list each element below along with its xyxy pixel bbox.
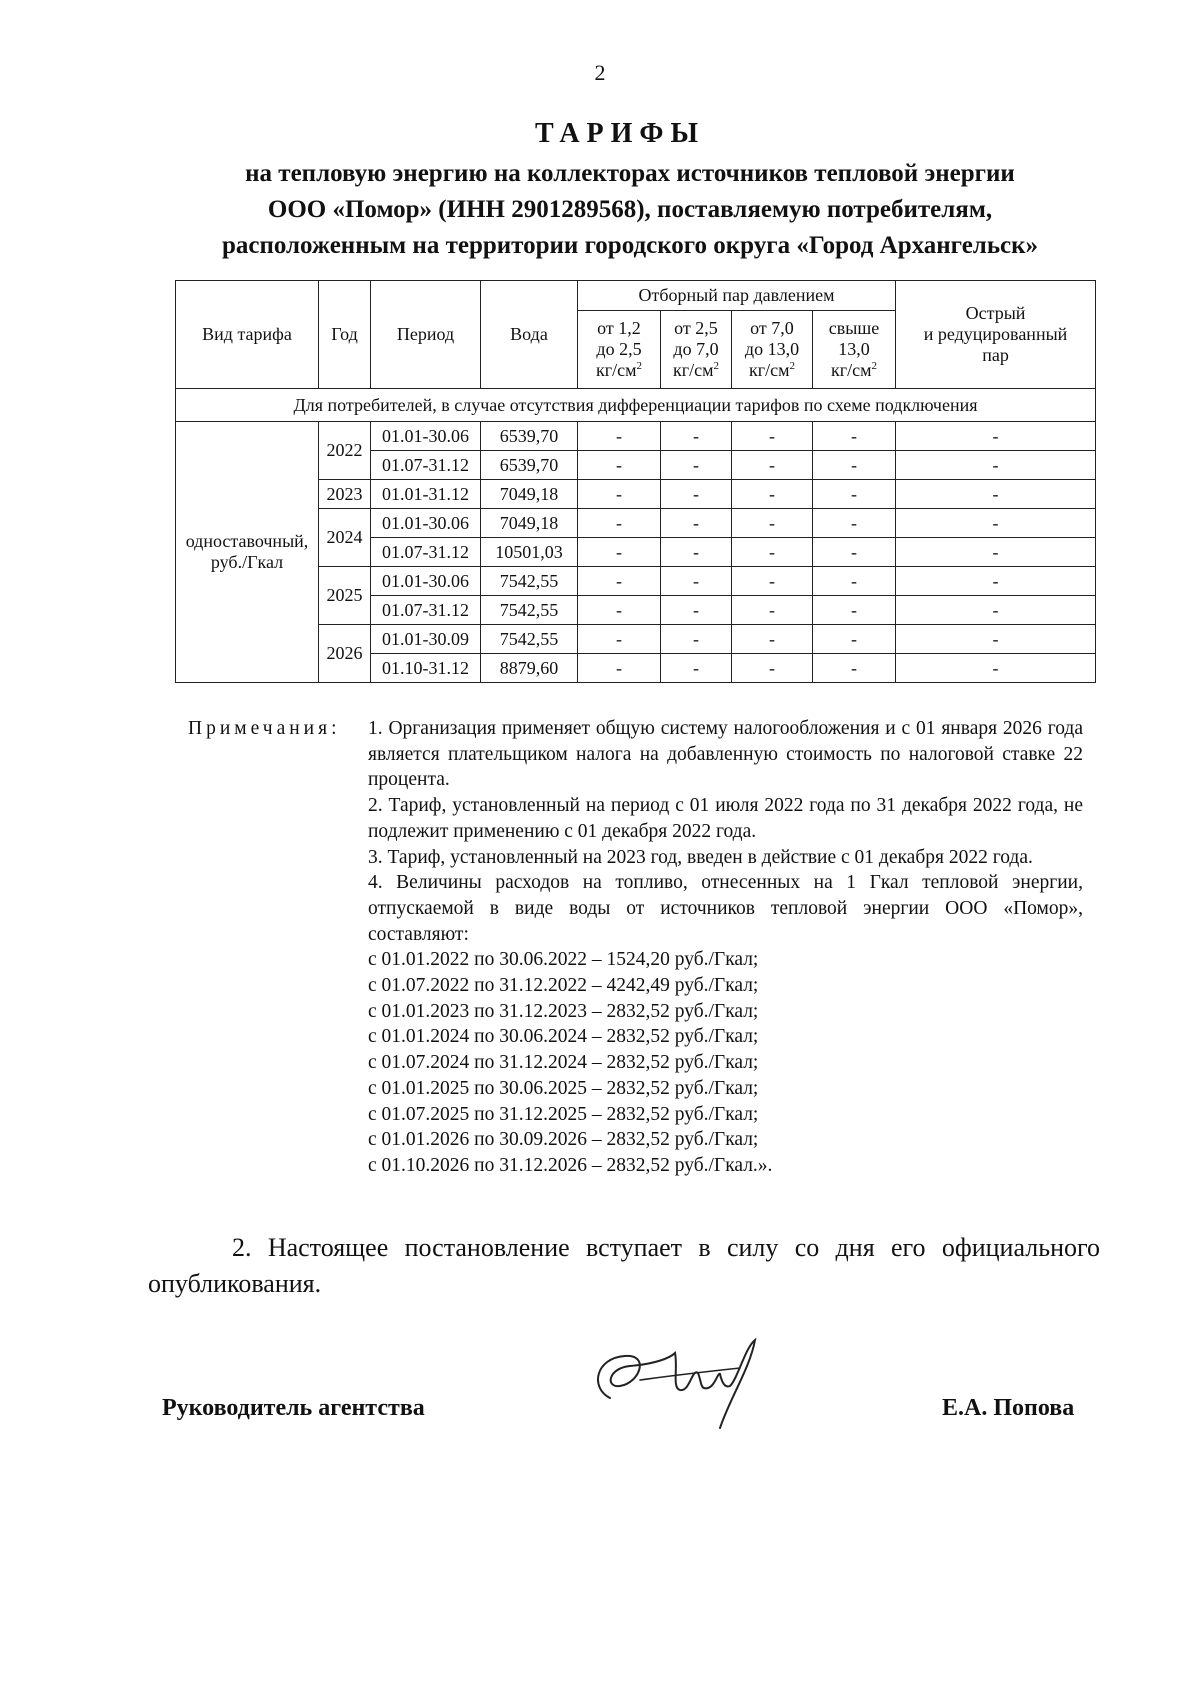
period-cell: 01.01-31.12 [371,480,481,509]
steam-cell: - [732,480,813,509]
header-unit: кг/см [831,360,872,380]
header-unit: кг/см [748,360,790,380]
steam-cell: - [813,625,896,654]
year-cell: 2025 [319,567,371,625]
effective-date-clause: 2. Настоящее постановление вступает в силу со дня его официального опубликования. [148,1233,1100,1298]
subtitle-line: расположенным на территории городского округа «Город Архангельск» [221,232,1039,259]
steam-cell: - [732,654,813,683]
year-cell: 2024 [319,509,371,567]
water-cell: 6539,70 [481,422,578,451]
handwritten-signature [580,1328,780,1438]
subtitle-line: на тепловую энергию на коллекторах источников тепловой энергии [245,160,1015,187]
steam-cell: - [661,567,732,596]
period-cell: 01.01-30.09 [371,625,481,654]
period-cell: 01.07-31.12 [371,451,481,480]
steam-cell: - [813,509,896,538]
document-subtitle [150,156,1110,264]
sharp-steam-cell: - [896,480,1096,509]
header-line: от 2,5 [674,318,718,338]
note-item: 2. Тариф, установленный на период с 01 июля 2022 года по 31 декабря 2022 года, не подлежит применению с 01 декабря 2022 года. [368,795,1083,842]
fuel-cost-line: с 01.01.2024 по 30.06.2024 – 2832,52 руб./Гкал; [368,1026,759,1048]
notes-section [188,716,1083,1179]
header-line: и редуцированный [923,324,1068,344]
steam-cell: - [732,567,813,596]
steam-cell: - [813,567,896,596]
header-line: пар [982,345,1009,365]
sharp-steam-cell: - [896,509,1096,538]
signatory-name: Е.А. Попова [942,1395,1075,1421]
steam-cell: - [661,538,732,567]
steam-cell: - [732,625,813,654]
header-steam-3 [732,311,813,389]
water-cell: 10501,03 [481,538,578,567]
steam-cell: - [578,451,661,480]
water-cell: 7542,55 [481,567,578,596]
header-steam-4 [813,311,896,389]
note-item: 1. Организация применяет общую систему налогообложения и с 01 января 2026 года является плательщиком налога на добавленную стоимость по налоговой ставке 22 процента. [368,718,1083,791]
steam-cell: - [578,509,661,538]
fuel-cost-line: с 01.10.2026 по 31.12.2026 – 2832,52 руб./Гкал.». [368,1154,773,1176]
header-tariff-type: Вид тарифа [176,281,319,389]
year-cell: 2023 [319,480,371,509]
document-title: ТАРИФЫ [535,118,705,149]
steam-cell: - [732,538,813,567]
note-item: 3. Тариф, установленный на 2023 год, введен в действие с 01 декабря 2022 года. [368,846,1033,868]
fuel-cost-line: с 01.01.2022 по 30.06.2022 – 1524,20 руб./Гкал; [368,949,759,971]
year-cell: 2022 [319,422,371,480]
header-unit-exp: 2 [789,360,795,372]
notes-label: Примечания: [188,718,341,739]
header-line: до 13,0 [744,339,800,359]
header-unit-exp: 2 [636,360,642,372]
header-line: до 7,0 [673,339,719,359]
steam-cell: - [732,451,813,480]
header-water: Вода [481,281,578,389]
steam-cell: - [813,422,896,451]
page-number: 2 [594,60,606,85]
steam-cell: - [813,596,896,625]
sharp-steam-cell: - [896,654,1096,683]
steam-cell: - [661,654,732,683]
sharp-steam-cell: - [896,538,1096,567]
steam-cell: - [813,480,896,509]
water-cell: 7542,55 [481,596,578,625]
steam-cell: - [578,654,661,683]
tariff-type-line: одноставочный, [185,531,309,551]
water-cell: 7049,18 [481,480,578,509]
fuel-cost-line: с 01.07.2022 по 31.12.2022 – 4242,49 руб./Гкал; [368,975,759,997]
tariff-type-cell [176,422,319,683]
steam-cell: - [578,480,661,509]
note-item: 4. Величины расходов на топливо, отнесенных на 1 Гкал тепловой энергии, отпускаемой в виде воды от источников тепловой энергии ООО «Помор», составляют: [368,872,1083,945]
water-cell: 7542,55 [481,625,578,654]
steam-cell: - [813,451,896,480]
steam-cell: - [578,625,661,654]
sharp-steam-cell: - [896,596,1096,625]
steam-cell: - [661,596,732,625]
period-cell: 01.01-30.06 [371,422,481,451]
header-steam-2 [661,311,732,389]
header-line: от 7,0 [750,318,794,338]
header-line: 13,0 [838,339,870,359]
header-sharp-steam [896,281,1096,389]
header-line: до 2,5 [596,339,642,359]
steam-cell: - [661,625,732,654]
header-line: свыше [828,318,880,338]
steam-cell: - [578,538,661,567]
header-unit: кг/см [672,360,714,380]
header-line: Острый [965,303,1026,323]
steam-cell: - [732,422,813,451]
header-unit-exp: 2 [871,360,878,372]
steam-cell: - [578,596,661,625]
tariff-table [175,280,1096,683]
fuel-cost-line: с 01.01.2025 по 30.06.2025 – 2832,52 руб./Гкал; [368,1077,759,1099]
period-cell: 01.07-31.12 [371,538,481,567]
header-unit-exp: 2 [713,360,719,372]
sharp-steam-cell: - [896,625,1096,654]
period-cell: 01.10-31.12 [371,654,481,683]
signatory-title: Руководитель агентства [162,1395,425,1421]
steam-cell: - [661,422,732,451]
sharp-steam-cell: - [896,451,1096,480]
fuel-cost-line: с 01.07.2025 по 31.12.2025 – 2832,52 руб./Гкал; [368,1103,759,1125]
fuel-cost-line: с 01.01.2023 по 31.12.2023 – 2832,52 руб./Гкал; [368,1000,759,1022]
notes-body [368,716,1083,1179]
steam-cell: - [661,480,732,509]
steam-cell: - [813,654,896,683]
steam-cell: - [661,509,732,538]
period-cell: 01.01-30.06 [371,567,481,596]
header-steam-1 [578,311,661,389]
period-cell: 01.07-31.12 [371,596,481,625]
steam-cell: - [813,538,896,567]
sharp-steam-cell: - [896,422,1096,451]
header-year: Год [319,281,371,389]
tariff-type-line: руб./Гкал [210,552,284,572]
table-band-row: Для потребителей, в случае отсутствия дифференциации тарифов по схеме подключения [176,389,1096,422]
period-cell: 01.01-30.06 [371,509,481,538]
steam-cell: - [732,596,813,625]
steam-cell: - [578,422,661,451]
water-cell: 8879,60 [481,654,578,683]
header-line: от 1,2 [597,318,641,338]
header-steam-group: Отборный пар давлением [578,281,896,311]
header-period: Период [371,281,481,389]
fuel-cost-line: с 01.07.2024 по 31.12.2024 – 2832,52 руб./Гкал; [368,1052,759,1074]
header-unit: кг/см [595,360,637,380]
steam-cell: - [578,567,661,596]
year-cell: 2026 [319,625,371,683]
subtitle-line: ООО «Помор» (ИНН 2901289568), поставляемую потребителям, [267,196,993,223]
water-cell: 6539,70 [481,451,578,480]
water-cell: 7049,18 [481,509,578,538]
steam-cell: - [732,509,813,538]
fuel-cost-line: с 01.01.2026 по 30.09.2026 – 2832,52 руб./Гкал; [368,1129,759,1151]
sharp-steam-cell: - [896,567,1096,596]
steam-cell: - [661,451,732,480]
table-row [176,422,1096,451]
